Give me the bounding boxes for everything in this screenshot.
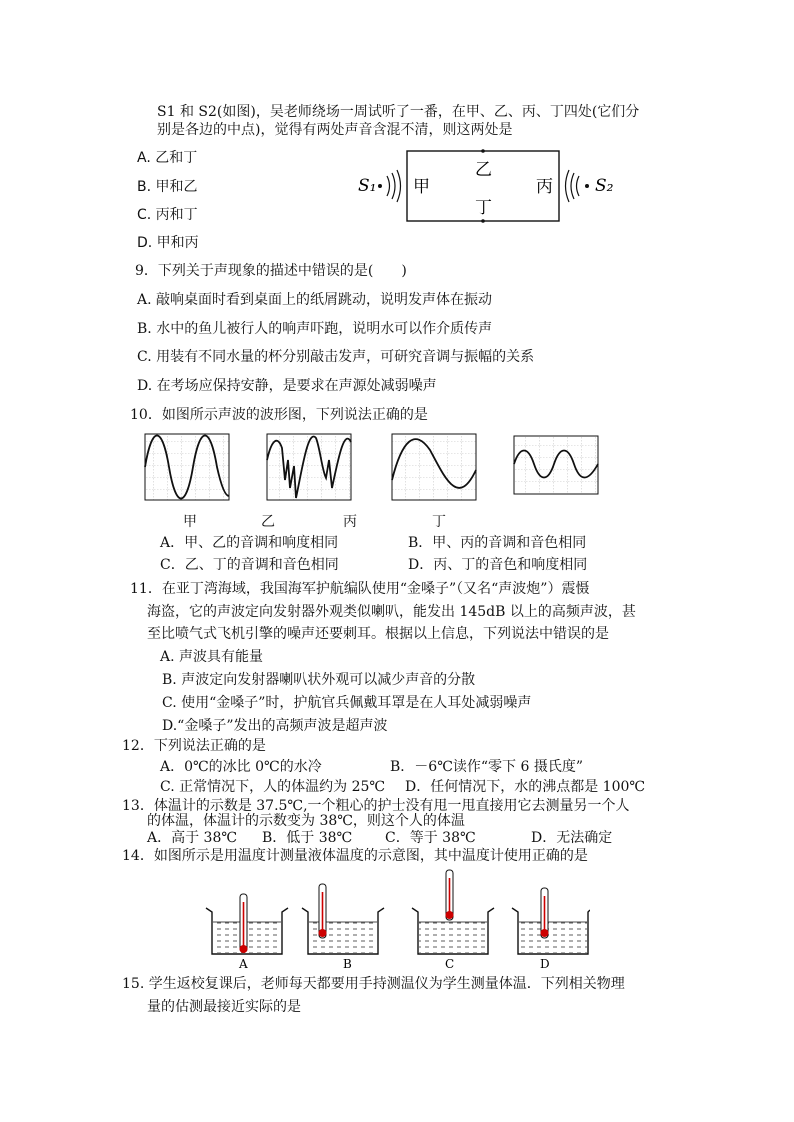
wave-bing-panel [392,434,476,500]
q8-option-a: A. 乙和丁 [137,150,198,166]
q10-option-c: C．乙、丁的音调和音色相同 [160,557,339,573]
q15-stem-line2: 量的估测最接近实际的是 [147,999,301,1015]
s2-label: S₂ [595,176,614,196]
q11-stem-line1: 11．在亚丁湾海域，我国海军护航编队使用“金嗓子”（又名“声波炮”）震慑 [130,581,590,597]
s2-wave-arcs [566,170,580,202]
q10-option-d: D．丙、丁的音色和响度相同 [408,557,588,573]
wave-yi-panel [267,434,351,500]
beaker-label-d: D [540,957,550,970]
q8-stem-line1: S1 和 S2(如图)，吴老师绕场一周试听了一番，在甲、乙、丙、丁四处(它们分 [157,104,640,120]
wave-jia-panel [145,434,229,500]
q14-stem: 14．如图所示是用温度计测量液体温度的示意图，其中温度计使用正确的是 [122,848,588,864]
q9-option-d: D. 在考场应保持安静，是要求在声源处减弱噪声 [137,378,437,394]
q12-option-d: D．任何情况下，水的沸点都是 100℃ [405,779,646,795]
wave-label-bing: 丙 [343,514,357,530]
point-ding-dot [481,219,485,223]
q12-option-a: A．0℃的冰比 0℃的水冷 [160,759,322,775]
point-yi-dot [481,149,485,153]
q13-option-d: D．无法确定 [531,830,613,846]
q11-option-d: D.“金嗓子”发出的高频声波是超声波 [162,718,388,734]
q12-stem: 12．下列说法正确的是 [122,738,266,754]
label-jia: 甲 [413,177,430,197]
q9-option-b: B. 水中的鱼儿被行人的响声吓跑，说明水可以作介质传声 [137,321,493,337]
beaker-label-c: C [445,957,455,970]
beaker-a [206,894,288,954]
q11-stem-line2: 海盗，它的声波定向发射器外观类似喇叭，能发出 145dB 以上的高频声波，甚 [147,604,636,620]
q12-option-b: B．－6℃读作“零下 6 摄氏度” [390,759,583,775]
q11-option-b: B. 声波定向发射器喇叭状外观可以减少声音的分散 [162,672,476,688]
q10-option-b: B．甲、丙的音调和音色相同 [408,535,587,551]
q12-option-c: C. 正常情况下，人的体温约为 25℃ [160,779,386,795]
label-bing: 丙 [536,177,553,197]
q13-option-b: B．低于 38℃ [262,830,353,846]
q14-thermometer-diagrams [200,866,590,970]
q11-stem-line3: 至比喷气式飞机引擎的噪声还要刺耳。根据以上信息，下列说法中错误的是 [147,626,609,642]
label-ding: 丁 [475,198,492,218]
q10-option-a: A．甲、乙的音调和响度相同 [160,535,339,551]
q8-speaker-diagram [355,143,625,233]
q9-option-a: A. 敲响桌面时看到桌面上的纸屑跳动，说明发声体在振动 [137,292,493,308]
q13-option-c: C．等于 38℃ [385,830,476,846]
wave-label-yi: 乙 [261,514,275,530]
q13-option-a: A．高于 38℃ [147,830,238,846]
s1-source-dot [378,184,382,188]
s2-source-dot [585,184,589,188]
beaker-d [512,888,590,954]
wave-label-ding: 丁 [432,514,446,530]
q11-option-c: C. 使用“金嗓子”时，护航官兵佩戴耳罩是在人耳处减弱噪声 [162,695,532,711]
q8-option-b: B. 甲和乙 [137,179,198,195]
s1-wave-arcs [387,170,401,202]
beaker-label-a: A [239,957,248,970]
q13-stem-line2: 的体温，体温计的示数变为 38℃，则这个人的体温 [147,813,465,829]
q9-stem: 9．下列关于声现象的描述中错误的是( ) [135,263,407,279]
label-yi: 乙 [475,160,492,180]
beaker-b [302,884,384,954]
q10-stem: 10．如图所示声波的波形图，下列说法正确的是 [130,407,428,423]
beaker-c [412,870,494,954]
q13-stem-line1: 13．体温计的示数是 37.5℃,一个粗心的护士没有甩一甩直接用它去测量另一个人 [122,798,630,814]
wave-label-jia: 甲 [183,514,197,530]
q15-stem-line1: 15. 学生返校复课后，老师每天都要用手持测温仪为学生测量体温．下列相关物理 [122,976,625,992]
q8-option-c: C. 丙和丁 [137,207,198,223]
s1-label: S₁ [358,176,377,196]
q8-stem-line2: 别是各边的中点)，觉得有两处声音含混不清，则这两处是 [157,122,513,138]
wave-ding-panel [512,434,602,504]
q9-option-c: C. 用装有不同水量的杯分别敲击发声，可研究音调与振幅的关系 [137,349,535,365]
q8-option-d: D. 甲和丙 [137,235,199,251]
beaker-label-b: B [343,957,352,970]
q11-option-a: A. 声波具有能量 [160,649,264,665]
